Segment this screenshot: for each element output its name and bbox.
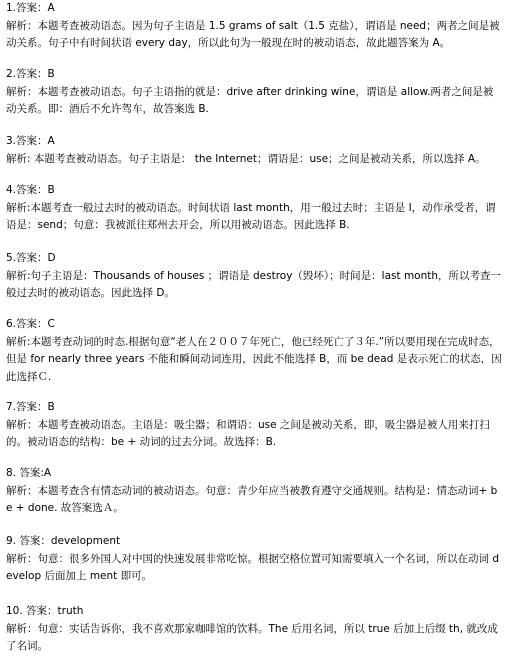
explanation-text: 解析：本题考查被动语态。主语是：吸尘器；和谓语：use 之间是被动关系，即，吸尘器是被人用来打扫的。被动语态的结构：be + 动词的过去分词。故选择：B. <box>6 418 490 448</box>
answer-item-3 <box>0 133 503 168</box>
explanation-text: 解析:本题考查一般过去时的被动语态。时间状语 last month，用一般过去时；主语是 I，动作承受者，谓语是：send；句意：我被派往郑州去开会，所以用被动语态。因此选择 B. <box>6 201 496 231</box>
answer-line: 8. 答案:A <box>6 467 52 479</box>
answer-line: 10. 答案：truth <box>6 605 84 617</box>
answer-line: 9. 答案：development <box>6 535 121 547</box>
answer-item-8 <box>0 465 503 518</box>
answer-item-1 <box>0 0 503 53</box>
answer-line: 4.答案：B <box>6 184 55 196</box>
answer-item-10 <box>0 603 503 656</box>
explanation-text: 解析：本题考查被动语态。句子主语指的就是：drive after drinking wine，谓语是 allow.两者之间是被动关系。即：酒后不允许驾车，故答案选 B. <box>6 85 494 115</box>
answer-item-6 <box>0 316 503 386</box>
answer-line: 5.答案：D <box>6 252 56 264</box>
explanation-text: 解析：本题考查被动语态。因为句子主语是 1.5 grams of salt（1.5 克盐），谓语是 need；两者之间是被动关系。句子中有时间状语 every day，所以此句为一般现在时的被动语态，故此题答案为 A。 <box>6 19 500 49</box>
explanation-text: 解析：句意：实话告诉你，我不喜欢那家咖啡馆的饮料。The 后用名词，所以 true 后加上后缀 th, 就改成了名词。 <box>6 622 498 652</box>
answer-line: 2.答案：B <box>6 68 55 80</box>
answer-line: 3.答案：A <box>6 135 55 147</box>
answer-line: 6.答案：C <box>6 318 55 330</box>
answer-item-4 <box>0 182 503 235</box>
answer-item-2 <box>0 66 503 119</box>
explanation-text: 解析: 本题考查被动语态。句子主语是： the Internet；谓语是：use；之间是被动关系，所以选择 A。 <box>6 152 486 165</box>
answer-item-5 <box>0 250 503 303</box>
answer-line: 1.答案：A <box>6 2 55 14</box>
answer-item-7 <box>0 399 503 452</box>
answer-item-9 <box>0 533 503 586</box>
explanation-text: 解析：本题考查含有情态动词的被动语态。句意：青少年应当被教育遵守交通规则。结构是：情态动词+ be + done. 故答案选Ａ。 <box>6 484 498 514</box>
answer-line: 7.答案：B <box>6 401 55 413</box>
explanation-text: 解析:本题考查动词的时态.根据句意“老人在２００７年死亡，他已经死亡了３年.”所以要用现在完成时态，但是 for nearly three years 不能和瞬间动词连用，因此不能选择 B，而 be dead 是表示死亡的状态，因此选择Ｃ. <box>6 335 502 383</box>
explanation-text: 解析:句子主语是：Thousands of houses ；谓语是 destroy（毁坏）；时间是：last month，所以考查一般过去时的被动语态。因此选择 D。 <box>6 269 502 299</box>
explanation-text: 解析：句意：很多外国人对中国的快速发展非常吃惊。根据空格位置可知需要填入一个名词，所以在动词 develop 后面加上 ment 即可。 <box>6 552 500 582</box>
